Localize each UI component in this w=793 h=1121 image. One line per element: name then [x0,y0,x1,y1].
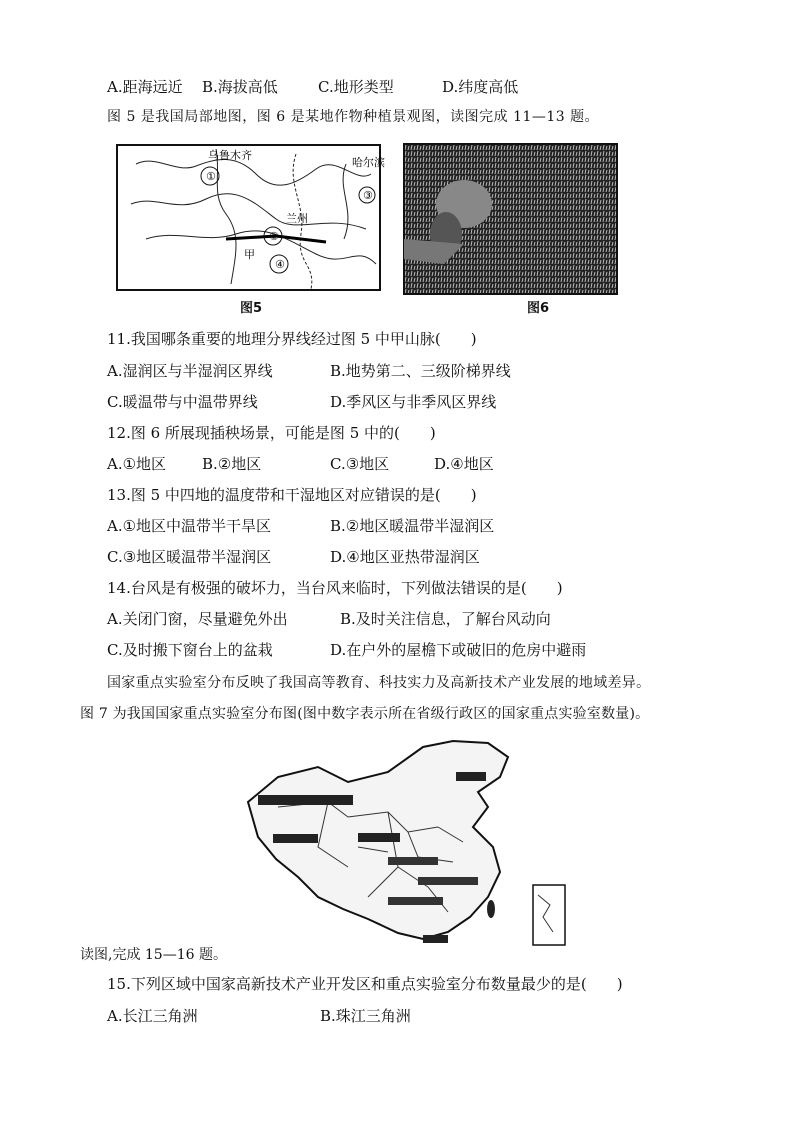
fig5-region-3: ③ [363,189,373,202]
fig5-city-lanzhou: 兰州 [286,212,308,225]
q15-option-a: A.长江三角洲 [107,1007,198,1025]
fig5-region-4: ④ [275,258,285,271]
q12-option-a: A.①地区 [107,455,167,473]
intro-11-13: 图 5 是我国局部地图，图 6 是某地作物种植景观图，读图完成 11—13 题。 [107,109,600,125]
intro-15-16-line1: 国家重点实验室分布反映了我国高等教育、科技实力及高新技术产业发展的地域差异。 [107,675,651,691]
q14-option-b: B.及时关注信息，了解台风动向 [340,610,551,628]
q13-option-c: C.③地区暖温带半湿润区 [107,548,272,566]
q10-option-d: D.纬度高低 [442,78,519,96]
fig5-mountain-jia: 甲 [244,248,255,261]
fig5-city-harbin: 哈尔滨 [352,156,385,169]
q14-option-c: C.及时搬下窗台上的盆栽 [107,641,273,659]
q15-option-b: B.珠江三角洲 [320,1007,411,1025]
q13-option-a: A.①地区中温带半干旱区 [107,517,272,535]
q15-stem: 15.下列区域中国家高新技术产业开发区和重点实验室分布数量最少的是( ) [107,975,623,993]
q14-option-d: D.在户外的屋檐下或破旧的危房中避雨 [330,641,587,659]
q10-option-b: B.海拔高低 [202,78,278,96]
q11-stem: 11.我国哪条重要的地理分界线经过图 5 中甲山脉( ) [107,330,477,348]
figure-7-map [238,737,573,952]
q11-option-c: C.暖温带与中温带界线 [107,393,258,411]
q11-option-a: A.湿润区与半湿润区界线 [107,362,273,380]
fig5-city-urumqi: 乌鲁木齐 [208,149,252,162]
fig5-region-2: ② [269,230,279,243]
q14-stem: 14.台风是有极强的破坏力，当台风来临时，下列做法错误的是( ) [107,579,563,597]
q12-stem: 12.图 6 所展现插秧场景，可能是图 5 中的( ) [107,424,436,442]
q14-option-a: A.关闭门窗，尽量避免外出 [107,610,288,628]
q12-option-c: C.③地区 [330,455,390,473]
q12-option-b: B.②地区 [202,455,262,473]
q12-option-d: D.④地区 [434,455,494,473]
q11-option-b: B.地势第二、三级阶梯界线 [330,362,511,380]
q13-stem: 13.图 5 中四地的温度带和干湿地区对应错误的是( ) [107,486,477,504]
q10-option-a: A.距海远近 [107,78,183,96]
q10-option-c: C.地形类型 [318,78,394,96]
intro-15-16-line3: 读图,完成 15—16 题。 [80,947,227,963]
figure-5-map [116,144,385,291]
fig5-region-1: ① [206,170,216,183]
q13-option-b: B.②地区暖温带半湿润区 [330,517,495,535]
figure-5-caption: 图5 [240,301,263,316]
figure-6-caption: 图6 [527,301,550,316]
q13-option-d: D.④地区亚热带湿润区 [330,548,480,566]
intro-15-16-line2: 图 7 为我国国家重点实验室分布图(图中数字表示所在省级行政区的国家重点实验室数量)。 [80,706,650,722]
figure-6-photo [404,144,617,294]
q11-option-d: D.季风区与非季风区界线 [330,393,497,411]
